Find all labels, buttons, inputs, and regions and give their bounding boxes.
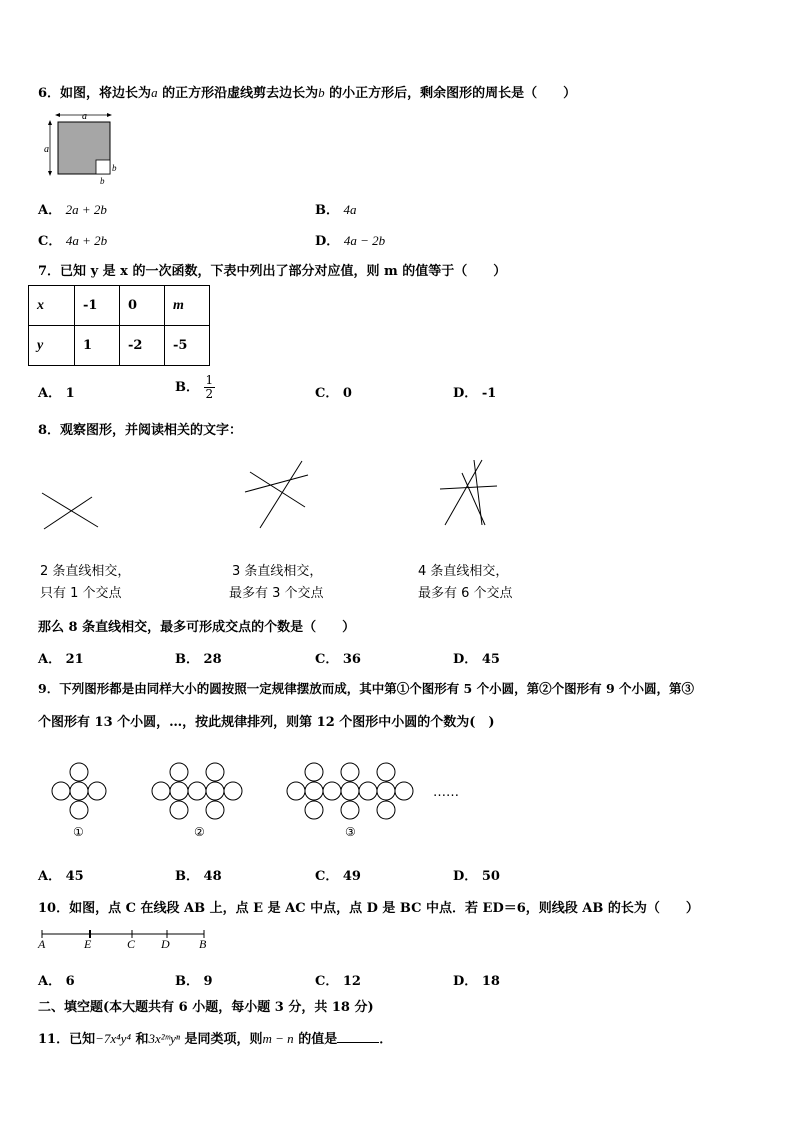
q8-option-b[interactable]: B． 28 bbox=[175, 652, 222, 667]
fig-label-a-left: a bbox=[44, 144, 49, 155]
q9-option-d[interactable]: D． 50 bbox=[453, 869, 500, 884]
point-label-d: D bbox=[161, 937, 170, 951]
q9-option-b[interactable]: B． 48 bbox=[175, 869, 222, 884]
q7-option-a[interactable]: A． 1 bbox=[38, 386, 75, 401]
table-cell: x bbox=[29, 286, 75, 326]
q9-circles-figure bbox=[40, 760, 480, 842]
q6-option-c[interactable]: C． 4a + 2b bbox=[38, 233, 108, 249]
q10-stem: 10．如图，点 C 在线段 AB 上，点 E 是 AC 中点，点 D 是 BC 中点．若 ED＝6，则线段 AB 的长为（ ） bbox=[38, 901, 699, 916]
q8-caption-3-line1: 4 条直线相交， bbox=[418, 564, 509, 579]
table-cell: m bbox=[165, 286, 210, 326]
q6-option-a[interactable]: A． 2a + 2b bbox=[38, 202, 107, 218]
q8-option-c[interactable]: C． 36 bbox=[315, 652, 361, 667]
q7-stem: 7．已知 y 是 x 的一次函数，下表中列出了部分对应值，则 m 的值等于（ ） bbox=[38, 264, 507, 279]
fig-label-b-bottom: b bbox=[100, 176, 105, 186]
point-label-e: E bbox=[84, 937, 92, 951]
q6-option-d[interactable]: D． 4a − 2b bbox=[315, 233, 386, 249]
q8-caption-2-line2: 最多有 3 个交点 bbox=[229, 586, 324, 601]
q8-option-d[interactable]: D． 45 bbox=[453, 652, 500, 667]
q8-question: 那么 8 条直线相交，最多可形成交点的个数是（ ） bbox=[38, 620, 356, 635]
table-cell: -5 bbox=[165, 326, 210, 366]
q9-fig-label-3: ③ bbox=[345, 825, 356, 839]
fraction: $\frac{1}{2}$ bbox=[205, 373, 214, 401]
q7-option-d[interactable]: D． -1 bbox=[453, 386, 497, 401]
q10-option-d[interactable]: D． 18 bbox=[453, 974, 500, 989]
table-cell: 1 bbox=[75, 326, 120, 366]
table-cell: -1 bbox=[75, 286, 120, 326]
q8-caption-2-line1: 3 条直线相交， bbox=[232, 564, 323, 579]
point-label-b: B bbox=[199, 937, 207, 951]
q10-option-b[interactable]: B． 9 bbox=[175, 974, 213, 989]
q8-option-a[interactable]: A． 21 bbox=[38, 652, 84, 667]
section-title: 二、填空题(本大题共有 6 小题，每小题 3 分，共 18 分) bbox=[38, 1000, 374, 1015]
q9-stem-line2: 个图形有 13 个小圆，…，按此规律排列，则第 12 个图形中小圆的个数为( ) bbox=[38, 715, 495, 730]
table-cell: -2 bbox=[120, 326, 165, 366]
q11-stem: 11．已知−7x⁴y⁴ 和3x²ᵐyⁿ 是同类项，则m − n 的值是 ． bbox=[38, 1031, 393, 1047]
q7-option-c[interactable]: C． 0 bbox=[315, 386, 352, 401]
term-1: −7x⁴y⁴ bbox=[95, 1031, 131, 1046]
q8-caption-3-line2: 最多有 6 个交点 bbox=[418, 586, 513, 601]
q9-stem-line1: 9．下列图形都是由同样大小的圆按照一定规律摆放而成，其中第①个图形有 5 个小圆，第②个图形有 9 个小圆，第③ bbox=[38, 681, 695, 696]
fig-label-a-top: a bbox=[82, 111, 87, 122]
table-cell: y bbox=[29, 326, 75, 366]
expression: m − n bbox=[262, 1031, 294, 1046]
q8-caption-1-line1: 2 条直线相交， bbox=[40, 564, 131, 579]
q6-stem: 6．如图，将边长为a 的正方形沿虚线剪去边长为b 的小正方形后，剩余图形的周长是（ ） bbox=[38, 85, 577, 101]
q10-option-c[interactable]: C． 12 bbox=[315, 974, 361, 989]
q6-square-figure bbox=[40, 108, 130, 188]
term-2: 3x²ᵐyⁿ bbox=[148, 1031, 180, 1046]
q7-option-b[interactable]: B． $\frac{1}{2}$ bbox=[175, 373, 214, 401]
q8-stem: 8．观察图形，并阅读相关的文字： bbox=[38, 423, 243, 438]
table-row bbox=[29, 326, 210, 366]
q9-fig-label-2: ② bbox=[194, 825, 205, 839]
q10-segment-figure bbox=[34, 926, 224, 954]
q9-option-c[interactable]: C． 49 bbox=[315, 869, 361, 884]
table-row bbox=[29, 286, 210, 326]
point-label-a: A bbox=[38, 937, 46, 951]
table-cell: 0 bbox=[120, 286, 165, 326]
q7-value-table bbox=[28, 285, 210, 366]
answer-blank[interactable] bbox=[337, 1030, 379, 1043]
q9-ellipsis: …… bbox=[433, 785, 459, 800]
fig-label-b-right: b bbox=[112, 163, 117, 173]
q8-caption-1-line2: 只有 1 个交点 bbox=[40, 586, 122, 601]
q8-lines-figure bbox=[30, 455, 530, 540]
q10-option-a[interactable]: A． 6 bbox=[38, 974, 75, 989]
q9-option-a[interactable]: A． 45 bbox=[38, 869, 84, 884]
q9-fig-label-1: ① bbox=[73, 825, 84, 839]
q6-option-b[interactable]: B． 4a bbox=[315, 202, 357, 218]
point-label-c: C bbox=[127, 937, 136, 951]
